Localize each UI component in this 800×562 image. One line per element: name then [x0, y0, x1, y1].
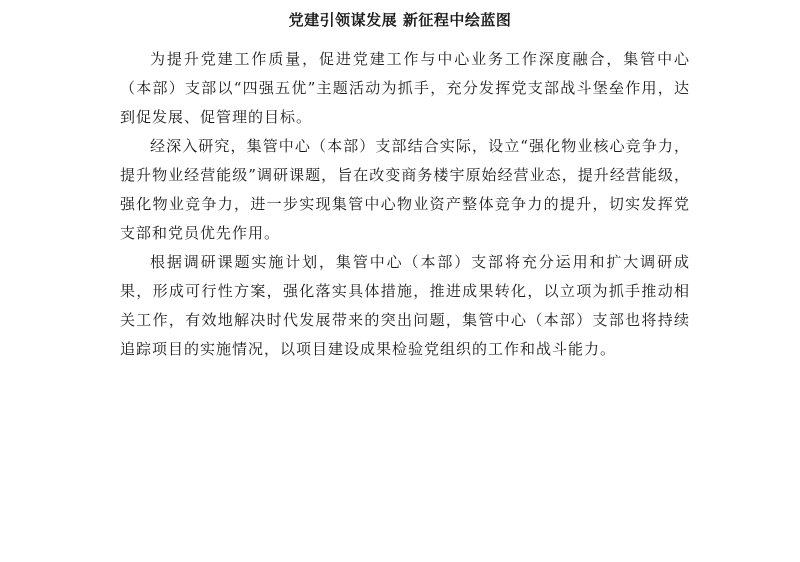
paragraph-1: 为提升党建工作质量，促进党建工作与中心业务工作深度融合，集管中心（本部）支部以“四强五优”主题活动为抓手，充分发挥党支部战斗堡垒作用，达到促发展、促管理的目标。: [120, 50, 690, 126]
paragraph-2: 经深入研究，集管中心（本部）支部结合实际，设立“强化物业核心竞争力，提升物业经营能级”调研课题，旨在改变商务楼宇原始经营业态，提升经营能级，强化物业竞争力，进一步实现集管中心物业资产整体竞争力的提升，切实发挥党支部和党员优先作用。: [120, 137, 690, 242]
document-body: [120, 45, 690, 364]
document-title: 党建引领谋发展 新征程中绘蓝图: [288, 11, 512, 29]
paragraph-3: 根据调研课题实施计划，集管中心（本部）支部将充分运用和扩大调研成果，形成可行性方案，强化落实具体措施，推进成果转化，以立项为抓手推动相关工作，有效地解决时代发展带来的突出问题，集管中心（本部）支部也将持续追踪项目的实施情况，以项目建设成果检验党组织的工作和战斗能力。: [120, 253, 690, 358]
